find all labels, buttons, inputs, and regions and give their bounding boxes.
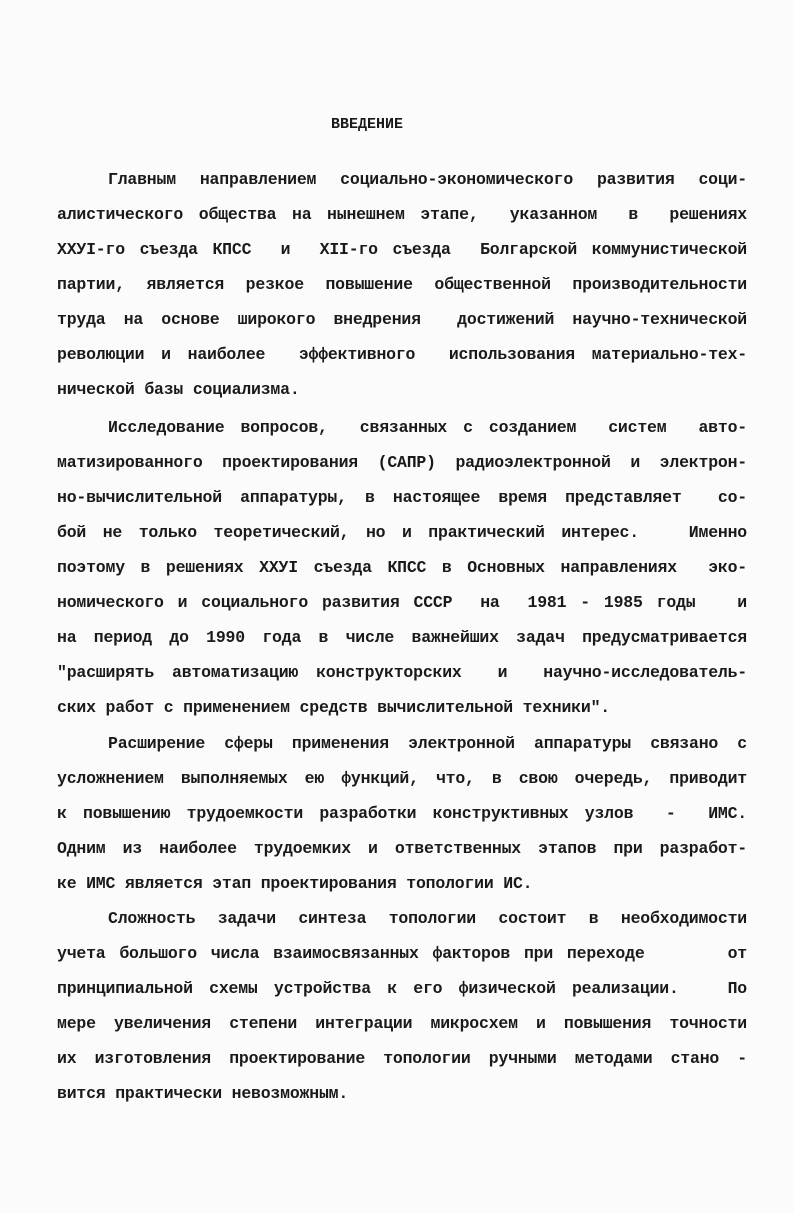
text-line: учета большого числа взаимосвязанных факторов при переходе от	[57, 944, 747, 963]
text-line: номического и социального развития СССР на 1981 - 1985 годы и	[57, 593, 747, 612]
text-line: Сложность задачи синтеза топологии состоит в необходимости	[108, 909, 747, 928]
text-line: поэтому в решениях XXУI съезда КПСС в Основных направлениях эко-	[57, 558, 747, 577]
text-line: усложнением выполняемых ею функций, что, в свою очередь, приводит	[57, 769, 747, 788]
text-line: ских работ с применением средств вычислительной техники".	[57, 698, 610, 717]
text-line: партии, является резкое повышение общественной производительности	[57, 275, 747, 294]
page-title: ВВЕДЕНИЕ	[330, 116, 403, 133]
text-line: Расширение сферы применения электронной аппаратуры связано с	[108, 734, 747, 753]
text-line: труда на основе широкого внедрения достижений научно-технической	[57, 310, 747, 329]
text-line: их изготовления проектирование топологии ручными методами стано -	[57, 1049, 747, 1068]
text-line: но-вычислительной аппаратуры, в настоящее время представляет со-	[57, 488, 747, 507]
text-line: ке ИМС является этап проектирования топологии ИС.	[57, 874, 533, 893]
text-line: революции и наиболее эффективного использования материально-тех-	[57, 345, 747, 364]
text-line: вится практически невозможным.	[57, 1084, 349, 1103]
text-line: "расширять автоматизацию конструкторских и научно-исследователь-	[57, 663, 747, 682]
text-line: на период до 1990 года в числе важнейших задач предусматривается	[57, 628, 747, 647]
text-line: к повышению трудоемкости разработки конструктивных узлов - ИМС.	[57, 804, 747, 823]
text-line: XXУI-го съезда КПСС и XII-го съезда Болгарской коммунистической	[57, 240, 747, 259]
text-line: мере увеличения степени интеграции микросхем и повышения точности	[57, 1014, 747, 1033]
text-line: нической базы социализма.	[57, 380, 300, 399]
text-line: Главным направлением социально-экономического развития соци-	[108, 170, 747, 189]
text-line: Исследование вопросов, связанных с созданием систем авто-	[108, 418, 747, 437]
text-line: алистического общества на нынешнем этапе, указанном в решениях	[57, 205, 747, 224]
text-line: бой не только теоретический, но и практический интерес. Именно	[57, 523, 747, 542]
text-line: принципиальной схемы устройства к его физической реализации. По	[57, 979, 747, 998]
text-line: Одним из наиболее трудоемких и ответственных этапов при разработ-	[57, 839, 747, 858]
text-line: матизированного проектирования (САПР) радиоэлектронной и электрон-	[57, 453, 747, 472]
